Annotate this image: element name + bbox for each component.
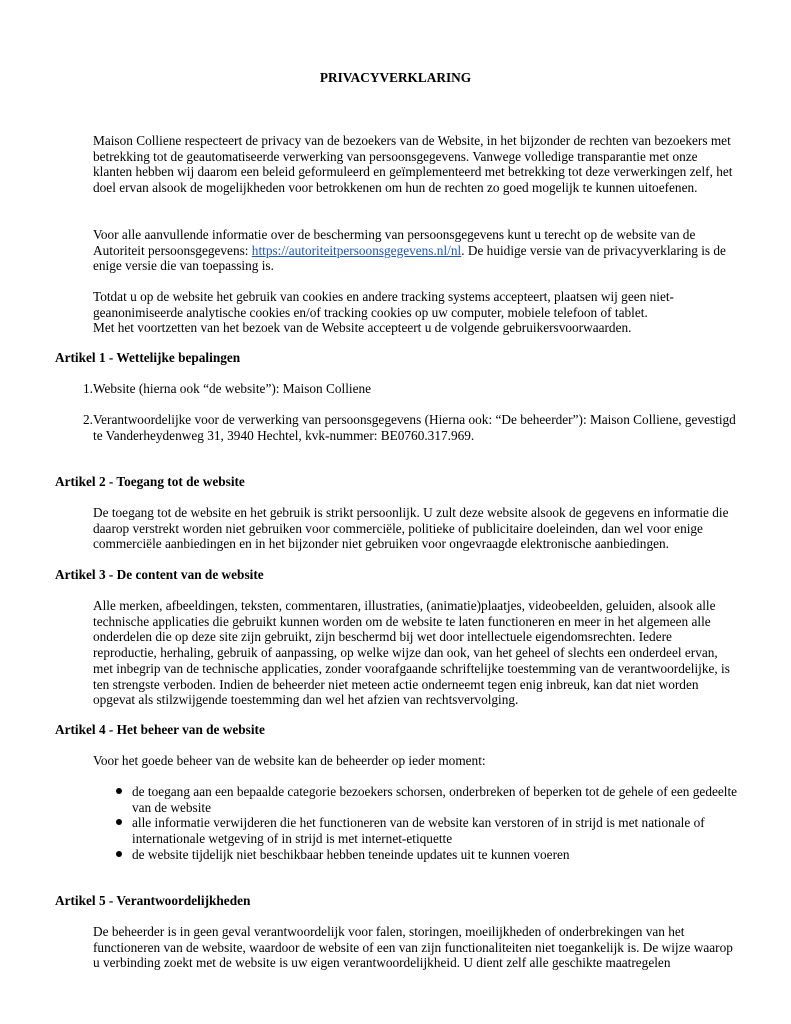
document-title: PRIVACYVERKLARING [319, 70, 472, 85]
list-number: 1. [83, 381, 93, 396]
bullet-item [115, 847, 745, 863]
article-4-bullet-list [115, 784, 745, 863]
bullet-text: de website tijdelijk niet beschikbaar hebben teneinde updates uit te kunnen voeren [132, 846, 570, 862]
article-1-item-1 [55, 381, 745, 397]
article-2-text: De toegang tot de website en het gebruik is strikt persoonlijk. U zult deze website alsook de gegevens en informatie die daarop verstrekt worden niet gebruiken voor commerciële, politieke of publicitaire doeleinden, dan wel voor enige commerciële aanbiedingen en in het bijzonder niet gebruiken voor ongevraagde elektronische aanbiedingen. [93, 505, 729, 552]
intro-paragraph-1: Maison Colliene respecteert de privacy van de bezoekers van de Website, in het bijzonder de rechten van bezoekers met betrekking tot de geautomatiseerde verwerking van persoonsgegevens. Vanwege volledige transparantie met onze klanten hebben wij daarom een beleid geformuleerd en geïmplementeerd met betrekking tot deze verwerkingen zelf, het doel ervan alsook de mogelijkheden voor betrokkenen om hun de rechten zo goed mogelijk te kunnen uitoefenen. [93, 133, 733, 196]
intro-paragraph-2-text: Voor alle aanvullende informatie over de bescherming van persoonsgegevens kunt u terecht op de website van de Autoriteit persoonsgegevens: [93, 227, 696, 258]
bullet-dot-icon [115, 815, 132, 846]
article-5-text: De beheerder is in geen geval verantwoordelijk voor falen, storingen, moeilijkheden of onderbrekingen van het functioneren van de website, waardoor de website of een van zijn functionaliteiten niet toegankelijk is. De wijze waarop u verbinding zoekt met de website is uw eigen verantwoordelijkheid. U dient zelf alle geschikte maatregelen [93, 924, 733, 971]
bullet-item [115, 815, 745, 846]
article-3-heading: Artikel 3 - De content van de website [55, 567, 264, 582]
list-item-text: Verantwoordelijke voor de verwerking van persoonsgegevens (Hierna ook: “De beheerder”): Maison Colliene, gevestigd te Vanderheydenweg 31, 3940 Hechtel, kvk-nummer: BE0760.317.969. [93, 412, 736, 443]
bullet-dot-icon [115, 847, 132, 863]
list-item-text: Website (hierna ook “de website”): Maison Colliene [93, 381, 372, 396]
article-1-item-2 [55, 412, 745, 443]
intro-paragraph-2-text-end: . De huidige versie van de privacyverklaring is de enige versie die van toepassing is. [93, 242, 726, 274]
article-1-heading: Artikel 1 - Wettelijke bepalingen [55, 350, 241, 365]
intro-paragraph-2 [93, 227, 738, 274]
article-5-heading: Artikel 5 - Verantwoordelijkheden [55, 893, 251, 908]
intro-paragraph-3-line2: Met het voortzetten van het bezoek van de Website accepteert u de volgende gebruikersvoorwaarden. [93, 320, 632, 336]
intro-paragraph-3 [93, 289, 738, 336]
article-2-heading: Artikel 2 - Toegang tot de website [55, 474, 245, 489]
list-number: 2. [83, 412, 93, 427]
intro-paragraph-3-line1: Totdat u op de website het gebruik van cookies en andere tracking systems accepteert, plaatsen wij geen niet-geanonimiseerde analytische cookies en/of tracking cookies op uw computer, mobiele telefoon of tablet. [93, 289, 674, 320]
article-4-text: Voor het goede beheer van de website kan de beheerder op ieder moment: [93, 753, 486, 768]
autoriteit-persoonsgegevens-link[interactable]: https://autoriteitpersoonsgegevens.nl/nl [251, 242, 462, 258]
bullet-item [115, 784, 745, 815]
article-4-heading: Artikel 4 - Het beheer van de website [55, 722, 265, 737]
bullet-text: de toegang aan een bepaalde categorie bezoekers schorsen, onderbreken of beperken tot de gehele of een gedeelte van de website [132, 784, 738, 815]
bullet-text: alle informatie verwijderen die het functioneren van de website kan verstoren of in strijd is met nationale of internationale wetgeving of in strijd is met internet-etiquette [132, 815, 705, 847]
article-3-text: Alle merken, afbeeldingen, teksten, commentaren, illustraties, (animatie)plaatjes, videobeelden, geluiden, alsook alle technische applicaties die gebruikt kunnen worden om de website te laten functioneren en meer in het algemeen alle onderdelen die op deze site zijn gebruikt, zijn beschermd bij wet door intellectuele eigendomsrechten. Iedere reproductie, herhaling, gebruik of aanpassing, op welke wijze dan ook, van het geheel of slechts een onderdeel ervan, met inbegrip van de technische applicaties, zonder voorafgaande schriftelijke toestemming van de verantwoordelijke, is ten strengste verboden. Indien de beheerder niet meteen actie onderneemt tegen enig inbreuk, kan dat niet worden opgevat als stilzwijgende toestemming dan wel het afzien van rechtsvervolging. [93, 598, 730, 708]
bullet-dot-icon [115, 784, 132, 815]
